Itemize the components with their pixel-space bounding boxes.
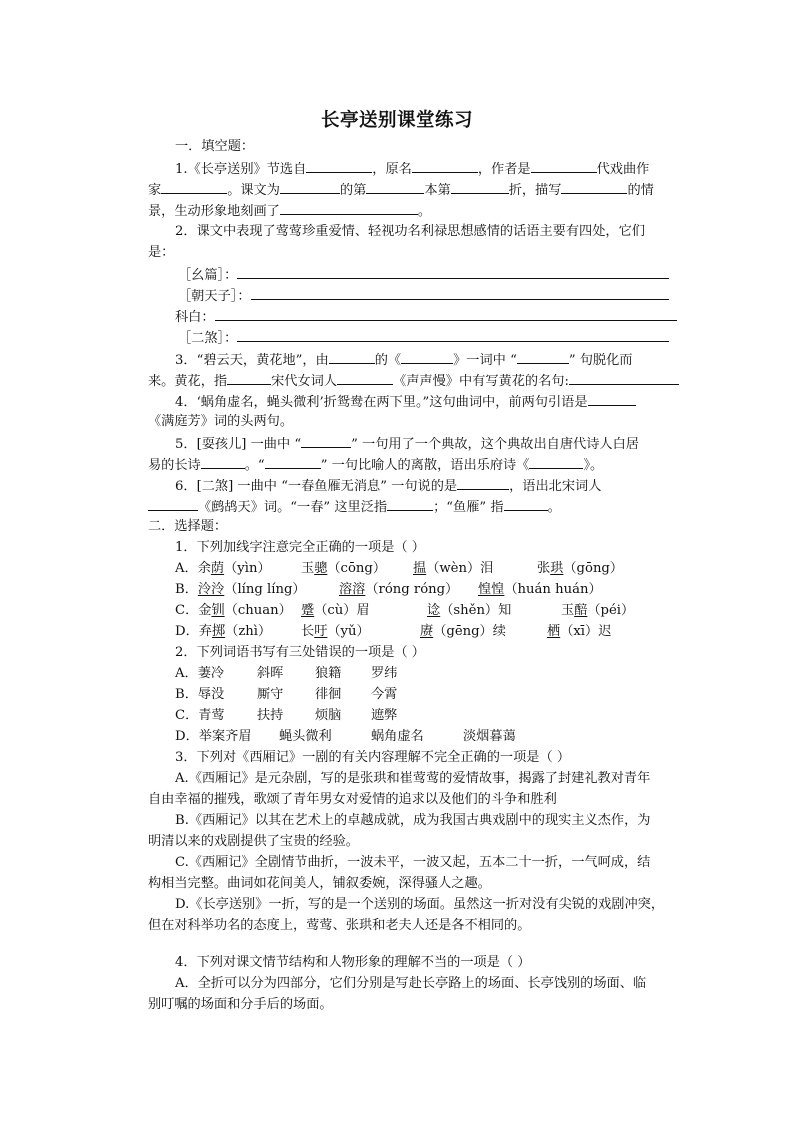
q2-line1: 2．课文中表现了莺莺珍重爱情、轻视功名利禄思想感情的话语主要有四处，它们 xyxy=(175,224,645,239)
s2-q3-c-line2: 构相当完整。曲词如花间美人，铺叙委婉，深得骚人之趣。 xyxy=(148,876,491,891)
q3-line2 xyxy=(148,370,679,392)
option-word: 狼籍 xyxy=(315,666,342,681)
text: ，作者是 xyxy=(477,162,531,177)
fill-blank[interactable] xyxy=(412,158,478,173)
text: 4．‘蜗角虚名，蝇头微利’折鸳鸯在两下里。”这句曲词中，前两句引语是 xyxy=(175,395,588,410)
fill-blank[interactable] xyxy=(148,496,198,511)
q2-item-kebai xyxy=(175,306,677,328)
text: ” 句脱化而 xyxy=(568,353,633,368)
fill-blank[interactable] xyxy=(337,370,393,385)
q5-line2 xyxy=(148,454,603,476)
s2-q2-stem: 2．下列词语书写有三处错误的一项是（ ） xyxy=(175,645,425,660)
page-title: 长亭送别课堂练习 xyxy=(320,110,473,131)
fill-blank[interactable] xyxy=(531,158,597,173)
option-item: 惶惶（huán huán） xyxy=(478,582,602,597)
fill-blank[interactable] xyxy=(387,496,433,511)
fill-blank[interactable] xyxy=(401,349,453,364)
fill-blank[interactable] xyxy=(161,179,227,194)
text: 宋代女词人 xyxy=(271,374,338,389)
q2-item-yaopian xyxy=(178,264,669,286)
fill-blank[interactable] xyxy=(237,264,669,279)
q1-line3 xyxy=(148,200,431,222)
text: 折，描写 xyxy=(508,183,562,198)
text: ” 一句用了一个典故，这个典故出自唐代诗人白居 xyxy=(351,437,639,452)
fill-blank[interactable] xyxy=(251,285,669,300)
option-item: 长吁（yǔ） xyxy=(301,624,370,639)
text: 1.《长亭送别》节选自 xyxy=(175,162,307,177)
text: 《鹧鸪天》词。“一春” 这里泛指 xyxy=(198,500,388,515)
text: 景，生动形象地刻画了 xyxy=(148,204,280,219)
q5-line1 xyxy=(175,433,639,455)
text: 5．[耍孩儿] 一曲中 “ xyxy=(175,437,302,452)
s2-q3-b-line2: 明清以来的戏剧提供了宝贵的经验。 xyxy=(148,834,359,849)
q1-line1 xyxy=(175,158,649,180)
fill-blank[interactable] xyxy=(569,370,679,385)
option-item: 张珙（gōng） xyxy=(537,561,624,576)
text: ，原名 xyxy=(372,162,412,177)
option-item: 赓（gēng）续 xyxy=(420,624,506,639)
fill-blank[interactable] xyxy=(201,454,245,469)
fill-blank[interactable] xyxy=(504,496,548,511)
option-word: C．青莺 xyxy=(175,708,225,723)
fill-blank[interactable] xyxy=(366,179,424,194)
s2-q3-stem: 3．下列对《西厢记》一剧的有关内容理解不完全正确的一项是（ ） xyxy=(175,750,571,765)
fill-blank[interactable] xyxy=(561,179,627,194)
fill-blank[interactable] xyxy=(265,454,321,469)
option-word: B．辱没 xyxy=(175,687,225,702)
text: 。“ xyxy=(244,458,265,473)
fill-blank[interactable] xyxy=(329,349,375,364)
option-item: B．泠泠（líng líng） xyxy=(175,582,306,597)
fill-blank[interactable] xyxy=(301,433,351,448)
option-word: D．举案齐眉 xyxy=(175,729,252,744)
text: 家 xyxy=(148,183,162,198)
text: 。 xyxy=(417,204,432,219)
option-word: 斜晖 xyxy=(257,666,284,681)
option-item: 栖（xī）迟 xyxy=(547,624,612,639)
section1-heading: 一．填空题： xyxy=(175,139,255,154)
option-item: A．余荫（yìn） xyxy=(175,561,271,576)
option-item: 溶溶（róng róng） xyxy=(339,582,459,597)
text: 的情 xyxy=(627,183,654,198)
q6-line1 xyxy=(175,475,601,497)
q2-item-ersha xyxy=(178,327,669,349)
text: 《声声慢》中有写黄花的名句: xyxy=(393,374,569,389)
q4-line2: 《满庭芳》词的头两句。 xyxy=(148,414,294,429)
text: 》。 xyxy=(583,458,604,473)
option-item: C．金钏（chuan） xyxy=(175,603,292,618)
option-word: 遮弊 xyxy=(371,708,398,723)
s2-q3-c-line1: C.《西厢记》全剧情节曲折，一波未平，一波又起，五本二十一折，一气呵成，结 xyxy=(175,855,651,870)
option-item: D．弃掷（zhì） xyxy=(175,624,272,639)
q6-line2 xyxy=(148,496,561,518)
text: 的《 xyxy=(374,353,402,368)
q4-line1 xyxy=(175,391,636,413)
fill-blank[interactable] xyxy=(457,475,509,490)
s2-q1-stem: 1．下列加线字注意完全正确的一项是（ ） xyxy=(175,540,425,555)
text: 科白： xyxy=(175,310,215,325)
s2-q4-a-line2: 别叮嘱的场面和分手后的场面。 xyxy=(148,997,333,1012)
option-word: 罗纬 xyxy=(371,666,398,681)
text: 代戏曲作 xyxy=(596,162,650,177)
fill-blank[interactable] xyxy=(517,349,569,364)
text: ；“鱼雁” 指 xyxy=(433,500,504,515)
option-word: A．萋冷 xyxy=(175,666,225,681)
option-word: 今霄 xyxy=(371,687,398,702)
s2-q4-a-line1: A．全折可以分为四部分，它们分别是写赴长亭路上的场面、长亭饯别的场面、临 xyxy=(175,976,647,991)
option-word: 徘徊 xyxy=(315,687,342,702)
text: 本第 xyxy=(424,183,451,198)
text: 易的长诗 xyxy=(148,458,201,473)
q1-line2 xyxy=(148,179,654,201)
option-item: 玉骢（cōng） xyxy=(301,561,387,576)
text: 。课文为 xyxy=(227,183,280,198)
section2-heading: 二．选择题： xyxy=(148,519,228,534)
option-item: 玉醅（péi） xyxy=(561,603,635,618)
option-word: 蜗角虚名 xyxy=(371,729,424,744)
q3-line1 xyxy=(175,349,633,371)
text: ，语出北宋词人 xyxy=(509,479,602,494)
fill-blank[interactable] xyxy=(306,158,372,173)
text: ［朝天子］： xyxy=(178,289,251,304)
text: 来。黄花，指 xyxy=(148,374,228,389)
text: ［幺篇］： xyxy=(178,268,238,283)
text: 3．“碧云天，黄花地”，由 xyxy=(175,353,329,368)
text: 的第 xyxy=(339,183,367,198)
fill-blank[interactable] xyxy=(280,179,340,194)
text: ［二煞］： xyxy=(178,331,238,346)
text: 。 xyxy=(547,500,561,515)
fill-blank[interactable] xyxy=(215,306,677,321)
q2-line2: 是： xyxy=(148,245,175,260)
fill-blank[interactable] xyxy=(227,370,271,385)
option-word: 淡烟暮蔼 xyxy=(463,729,516,744)
option-item: 揾（wèn）泪 xyxy=(413,561,494,576)
option-item: 蹙（cù）眉 xyxy=(301,603,370,618)
q2-item-chaotianzi xyxy=(178,285,669,307)
option-word: 厮守 xyxy=(257,687,284,702)
text: 》一词中 “ xyxy=(453,353,517,368)
option-item: 谂（shěn）知 xyxy=(427,603,512,618)
fill-blank[interactable] xyxy=(451,179,509,194)
fill-blank[interactable] xyxy=(588,391,636,406)
s2-q3-b-line1: B.《西厢记》以其在艺术上的卓越成就，成为我国古典戏剧中的现实主义杰作，为 xyxy=(175,813,651,828)
s2-q3-a-line2: 自由幸福的摧残，歌颂了青年男女对爱情的追求以及他们的斗争和胜利 xyxy=(148,792,557,807)
text: ” 一句比喻人的离散，语出乐府诗《 xyxy=(320,458,530,473)
s2-q3-d-line2: 但在对科举功名的态度上，莺莺、张珙和老夫人还是各不相同的。 xyxy=(148,918,531,933)
s2-q4-stem: 4．下列对课文情节结构和人物形象的理解不当的一项是（ ） xyxy=(175,955,531,970)
option-word: 扶持 xyxy=(257,708,284,723)
fill-blank[interactable] xyxy=(529,454,583,469)
option-word: 烦脑 xyxy=(315,708,342,723)
text: 6．[二煞] 一曲中 “一春鱼雁无消息” 一句说的是 xyxy=(175,479,458,494)
s2-q3-a-line1: A.《西厢记》是元杂剧，写的是张珙和崔莺莺的爱情故事，揭露了封建礼教对青年 xyxy=(175,771,651,786)
fill-blank[interactable] xyxy=(237,327,669,342)
fill-blank[interactable] xyxy=(280,200,418,215)
s2-q3-d-line1: D.《长亭送别》一折，写的是一个送别的场面。虽然这一折对没有尖锐的戏剧冲突， xyxy=(175,897,665,912)
option-word: 蝇头微利 xyxy=(279,729,332,744)
